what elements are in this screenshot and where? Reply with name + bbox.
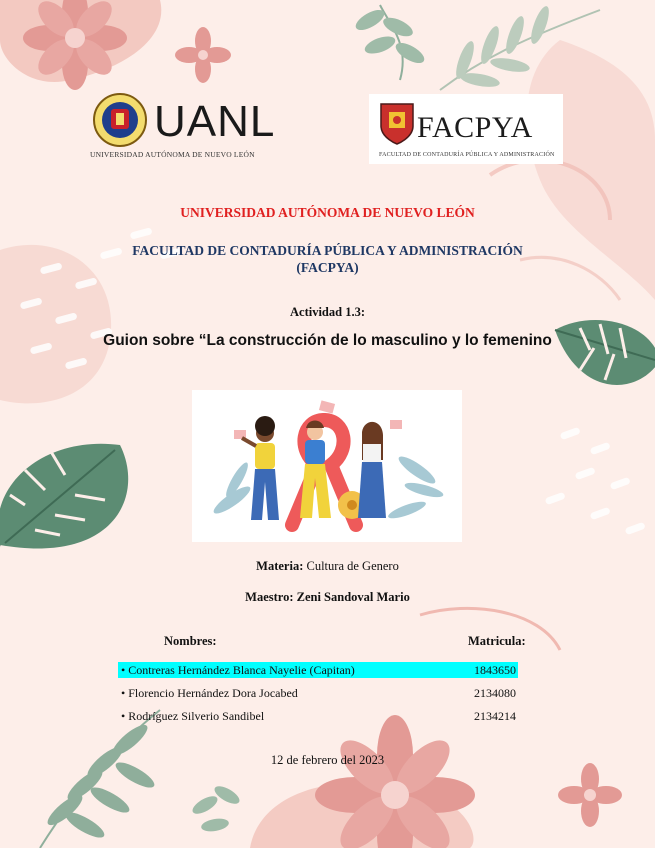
subject-value: Cultura de Genero (303, 559, 399, 573)
facpya-shield-icon (377, 100, 417, 146)
member-name: • Contreras Hernández Blanca Nayelie (Capitan) (121, 663, 355, 677)
monstera-leaf-icon (555, 320, 655, 385)
id-header: Matricula: (468, 634, 526, 648)
monstera-leaf-icon (0, 444, 128, 575)
team-member-row (118, 685, 518, 701)
team-member-row (118, 708, 518, 724)
university-name: UNIVERSIDAD AUTÓNOMA DE NUEVO LEÓN (180, 205, 475, 220)
teacher-label: Maestro: (245, 590, 294, 604)
activity-label: Actividad 1.3: (290, 305, 365, 319)
facpya-logo-text: FACPYA (417, 111, 533, 144)
date-line: 12 de febrero del 2023 (270, 753, 385, 767)
member-id: 2134214 (474, 709, 516, 723)
member-id: 1843650 (474, 663, 516, 677)
faculty-line-1: FACULTAD DE CONTADURÍA PÚBLICA Y ADMINISTRACIÓN (132, 243, 523, 258)
leaf-icon (190, 783, 242, 834)
member-name: • Rodríguez Silverio Sandibel (121, 709, 265, 723)
subject-line (0, 559, 655, 574)
facpya-logo-subtitle: FACULTAD DE CONTADURÍA PÚBLICA Y ADMINISTRACIÓN (379, 152, 555, 158)
faculty-name (0, 242, 655, 276)
uanl-logo (88, 92, 276, 164)
teacher-line (0, 590, 655, 605)
fern-icon (40, 710, 160, 848)
document-title: Guion sobre “La construcción de lo masculino y lo femenino (103, 332, 552, 349)
gender-illustration (192, 390, 462, 542)
member-name: • Florencio Hernández Dora Jocabed (121, 686, 298, 700)
leaf-icon (353, 5, 428, 80)
uanl-shield-icon (92, 92, 154, 148)
small-flower-icon (175, 27, 231, 83)
faculty-line-2: (FACPYA) (296, 260, 359, 275)
uanl-logo-subtitle: UNIVERSIDAD AUTÓNOMA DE NUEVO LEÓN (90, 150, 255, 159)
three-women-illustration (192, 390, 462, 542)
teacher-value: Zeni Sandoval Mario (293, 590, 410, 604)
subject-label: Materia: (256, 559, 304, 573)
member-id: 2134080 (474, 686, 516, 700)
small-flower-icon (558, 763, 622, 827)
uanl-logo-text: UANL (154, 97, 276, 146)
names-header: Nombres: (164, 634, 217, 648)
team-member-row (118, 662, 518, 678)
facpya-logo (369, 94, 563, 164)
